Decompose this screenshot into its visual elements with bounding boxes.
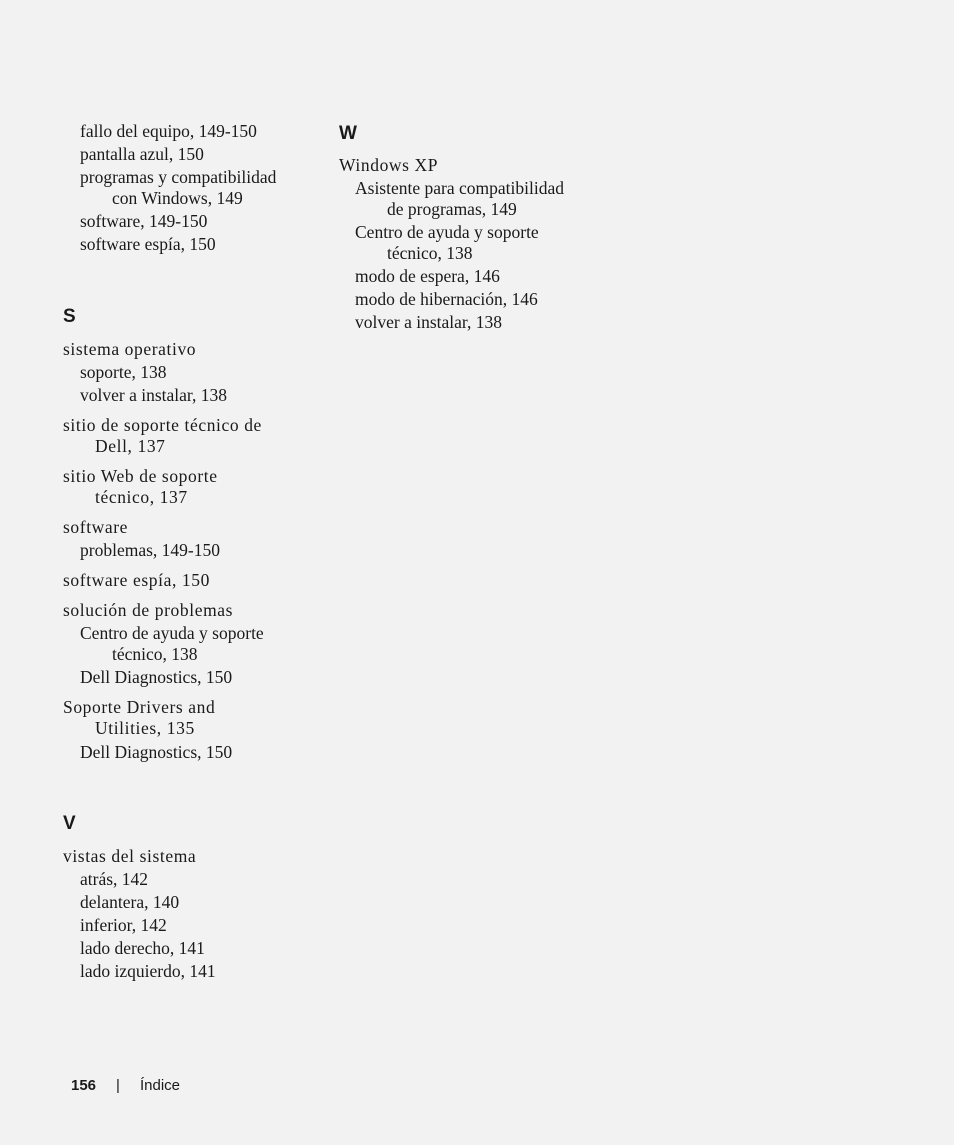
index-subentry: pantalla azul, 150	[80, 144, 204, 164]
index-subentry: fallo del equipo, 149-150	[80, 121, 257, 141]
index-subentry: delantera, 140	[80, 892, 180, 912]
index-subentry: Dell Diagnostics, 150	[80, 667, 233, 687]
index-subentry: programas y compatibilidad	[80, 167, 277, 187]
page-number: 156	[71, 1077, 97, 1094]
index-subentry: inferior, 142	[80, 915, 167, 935]
index-subentry: soporte, 138	[80, 362, 167, 382]
index-entry-continuation: técnico, 137	[95, 487, 188, 507]
index-subentry: Dell Diagnostics, 150	[80, 742, 233, 762]
index-subentry: volver a instalar, 138	[80, 385, 228, 405]
index-subentry: Centro de ayuda y soporte	[80, 623, 264, 643]
index-subentry-continuation: técnico, 138	[112, 644, 198, 664]
index-entry-continuation: Utilities, 135	[95, 718, 195, 738]
index-entry: sitio Web de soporte	[63, 466, 218, 486]
index-subentry: Centro de ayuda y soporte	[355, 222, 539, 242]
index-subentry: lado derecho, 141	[80, 938, 205, 958]
index-entry: Soporte Drivers and	[63, 697, 216, 717]
index-entry: sistema operativo	[63, 339, 197, 359]
index-subentry: lado izquierdo, 141	[80, 961, 216, 981]
index-entry: sitio de soporte técnico de	[63, 415, 262, 435]
index-subentry-continuation: técnico, 138	[387, 243, 473, 263]
index-entry-continuation: Dell, 137	[95, 436, 166, 456]
index-subentry: problemas, 149-150	[80, 540, 220, 560]
index-subentry: modo de espera, 146	[355, 266, 500, 286]
index-entry: software	[63, 517, 129, 537]
index-entry: software espía, 150	[63, 570, 210, 590]
index-subentry: atrás, 142	[80, 869, 149, 889]
index-letter-heading: W	[339, 123, 357, 144]
index-subentry: Asistente para compatibilidad	[355, 178, 564, 198]
index-subentry: software espía, 150	[80, 234, 216, 254]
index-subentry: volver a instalar, 138	[355, 312, 503, 332]
index-subentry-continuation: con Windows, 149	[112, 188, 243, 208]
footer-separator: |	[116, 1077, 120, 1094]
index-subentry: software, 149-150	[80, 211, 208, 231]
index-subentry: modo de hibernación, 146	[355, 289, 538, 309]
index-entry: Windows XP	[339, 155, 439, 175]
index-entry: vistas del sistema	[63, 846, 197, 866]
index-letter-heading: V	[63, 813, 76, 834]
index-letter-heading: S	[63, 306, 76, 327]
footer-section-title: Índice	[140, 1077, 181, 1094]
index-subentry-continuation: de programas, 149	[387, 199, 517, 219]
index-entry: solución de problemas	[63, 600, 234, 620]
